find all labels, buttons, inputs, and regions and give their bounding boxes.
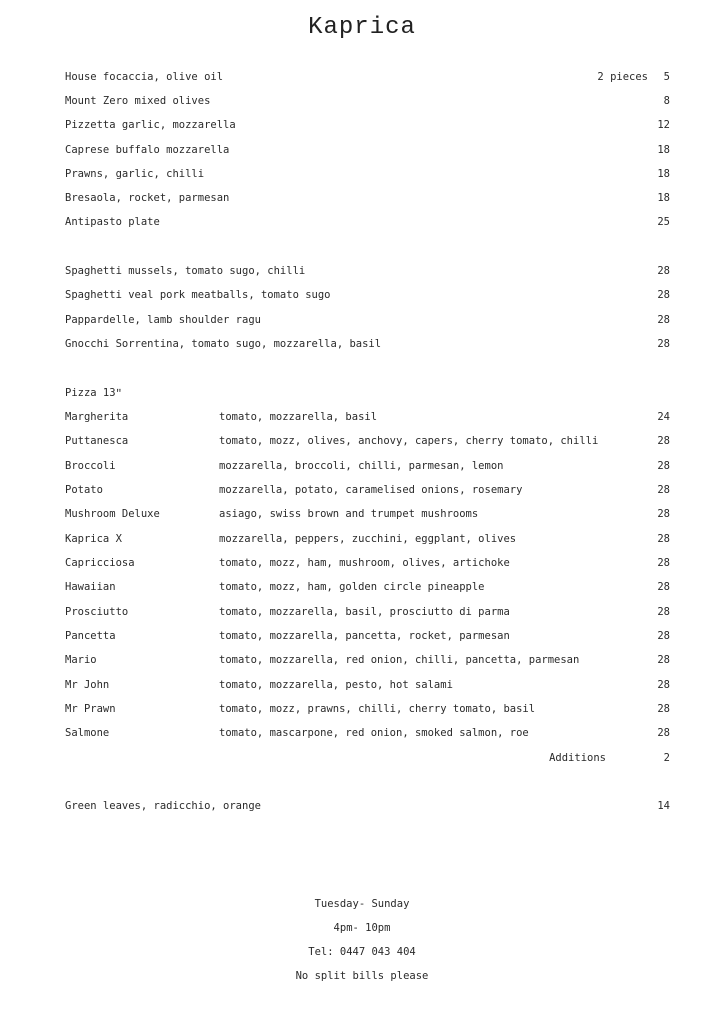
item-name: Mount Zero mixed olives: [65, 95, 211, 107]
item-price: 28: [657, 630, 670, 642]
item-name: Bresaola, rocket, parmesan: [65, 192, 230, 204]
item-price: 25: [657, 216, 670, 228]
item-name: Antipasto plate: [65, 216, 160, 228]
item-price: 28: [657, 557, 670, 569]
menu-item-pizza: [65, 506, 670, 522]
item-name: Mario: [65, 654, 97, 666]
item-name: Margherita: [65, 411, 129, 423]
item-name: Prosciutto: [65, 606, 129, 618]
additions-row: [65, 750, 670, 766]
item-name: Mushroom Deluxe: [65, 508, 160, 520]
item-price: 28: [657, 460, 670, 472]
item-name: Capricciosa: [65, 557, 135, 569]
menu-item-pizza: [65, 531, 670, 547]
item-price: 28: [657, 581, 670, 593]
item-price: 28: [657, 435, 670, 447]
item-name: Hawaiian: [65, 581, 116, 593]
additions-label: Additions: [549, 752, 606, 764]
item-price: 18: [657, 144, 670, 156]
item-price: 28: [657, 338, 670, 350]
menu-item-pasta: [65, 263, 670, 279]
restaurant-title: Kaprica: [308, 14, 416, 41]
item-description: tomato, mozzarella, red onion, chilli, pancetta, parmesan: [219, 654, 580, 666]
menu-item-pizza: [65, 725, 670, 741]
item-name: Spaghetti veal pork meatballs, tomato sugo: [65, 289, 331, 301]
item-price: 18: [657, 168, 670, 180]
item-price: 5: [663, 71, 670, 83]
item-name: Kaprica X: [65, 533, 122, 545]
item-description: tomato, mozz, ham, mushroom, olives, artichoke: [219, 557, 510, 569]
item-price: 28: [657, 314, 670, 326]
phone-number: Tel: 0447 043 404: [308, 946, 416, 958]
menu-item-pasta: [65, 287, 670, 303]
item-description: tomato, mozzarella, basil, prosciutto di parma: [219, 606, 510, 618]
item-description: tomato, mozzarella, pancetta, rocket, parmesan: [219, 630, 510, 642]
item-price: 28: [657, 533, 670, 545]
item-price: 28: [657, 703, 670, 715]
item-name: Pizzetta garlic, mozzarella: [65, 119, 236, 131]
item-name: Broccoli: [65, 460, 116, 472]
menu-item-starter: [65, 69, 670, 85]
item-name: Pancetta: [65, 630, 116, 642]
pizza-section-heading: [65, 385, 670, 401]
menu-item-pizza: [65, 433, 670, 449]
item-description: tomato, mozzarella, pesto, hot salami: [219, 679, 453, 691]
item-price: 18: [657, 192, 670, 204]
item-price: 28: [657, 654, 670, 666]
item-price: 28: [657, 289, 670, 301]
item-price: 28: [657, 265, 670, 277]
menu-item-starter: [65, 142, 670, 158]
item-name: Spaghetti mussels, tomato sugo, chilli: [65, 265, 306, 277]
item-price: 28: [657, 606, 670, 618]
menu-item-pizza: [65, 604, 670, 620]
item-name: Potato: [65, 484, 103, 496]
item-price: 28: [657, 484, 670, 496]
section-heading: Pizza 13ʺ: [65, 387, 122, 399]
item-description: tomato, mozz, ham, golden circle pineapple: [219, 581, 485, 593]
item-name: Prawns, garlic, chilli: [65, 168, 205, 180]
item-name: Salmone: [65, 727, 110, 739]
menu-item-pizza: [65, 482, 670, 498]
item-description: tomato, mascarpone, red onion, smoked salmon, roe: [219, 727, 529, 739]
menu-item-pasta: [65, 312, 670, 328]
billing-note: No split bills please: [295, 970, 429, 982]
item-price: 28: [657, 679, 670, 691]
additions-price: 2: [663, 752, 670, 764]
item-description: tomato, mozz, olives, anchovy, capers, cherry tomato, chilli: [219, 435, 599, 447]
menu-item-pizza: [65, 677, 670, 693]
menu-item-starter: [65, 93, 670, 109]
item-description: mozzarella, broccoli, chilli, parmesan, lemon: [219, 460, 504, 472]
item-description: mozzarella, peppers, zucchini, eggplant, olives: [219, 533, 517, 545]
menu-item-pizza: [65, 579, 670, 595]
item-note: 2 pieces: [597, 71, 648, 83]
menu-item-pizza: [65, 652, 670, 668]
item-description: tomato, mozzarella, basil: [219, 411, 378, 423]
item-description: asiago, swiss brown and trumpet mushrooms: [219, 508, 479, 520]
item-name: Gnocchi Sorrentina, tomato sugo, mozzarella, basil: [65, 338, 382, 350]
menu-item-pizza: [65, 409, 670, 425]
item-price: 12: [657, 119, 670, 131]
item-price: 24: [657, 411, 670, 423]
item-price: 14: [657, 800, 670, 812]
menu-item-starter: [65, 190, 670, 206]
menu-item-pizza: [65, 555, 670, 571]
item-name: Green leaves, radicchio, orange: [65, 800, 261, 812]
item-name: Pappardelle, lamb shoulder ragu: [65, 314, 261, 326]
menu-item-starter: [65, 166, 670, 182]
item-description: mozzarella, potato, caramelised onions, rosemary: [219, 484, 523, 496]
item-name: Puttanesca: [65, 435, 129, 447]
menu-item-salad: [65, 798, 670, 814]
menu-item-pizza: [65, 628, 670, 644]
opening-hours: 4pm- 10pm: [333, 922, 391, 934]
item-name: Mr John: [65, 679, 110, 691]
menu-item-pizza: [65, 701, 670, 717]
menu-item-pizza: [65, 458, 670, 474]
opening-days: Tuesday- Sunday: [314, 898, 410, 910]
item-name: Mr Prawn: [65, 703, 116, 715]
item-name: Caprese buffalo mozzarella: [65, 144, 230, 156]
menu-item-pasta: [65, 336, 670, 352]
item-description: tomato, mozz, prawns, chilli, cherry tomato, basil: [219, 703, 536, 715]
menu-item-starter: [65, 117, 670, 133]
item-price: 28: [657, 508, 670, 520]
menu-item-starter: [65, 214, 670, 230]
item-name: House focaccia, olive oil: [65, 71, 224, 83]
item-price: 8: [663, 95, 670, 107]
item-price: 28: [657, 727, 670, 739]
